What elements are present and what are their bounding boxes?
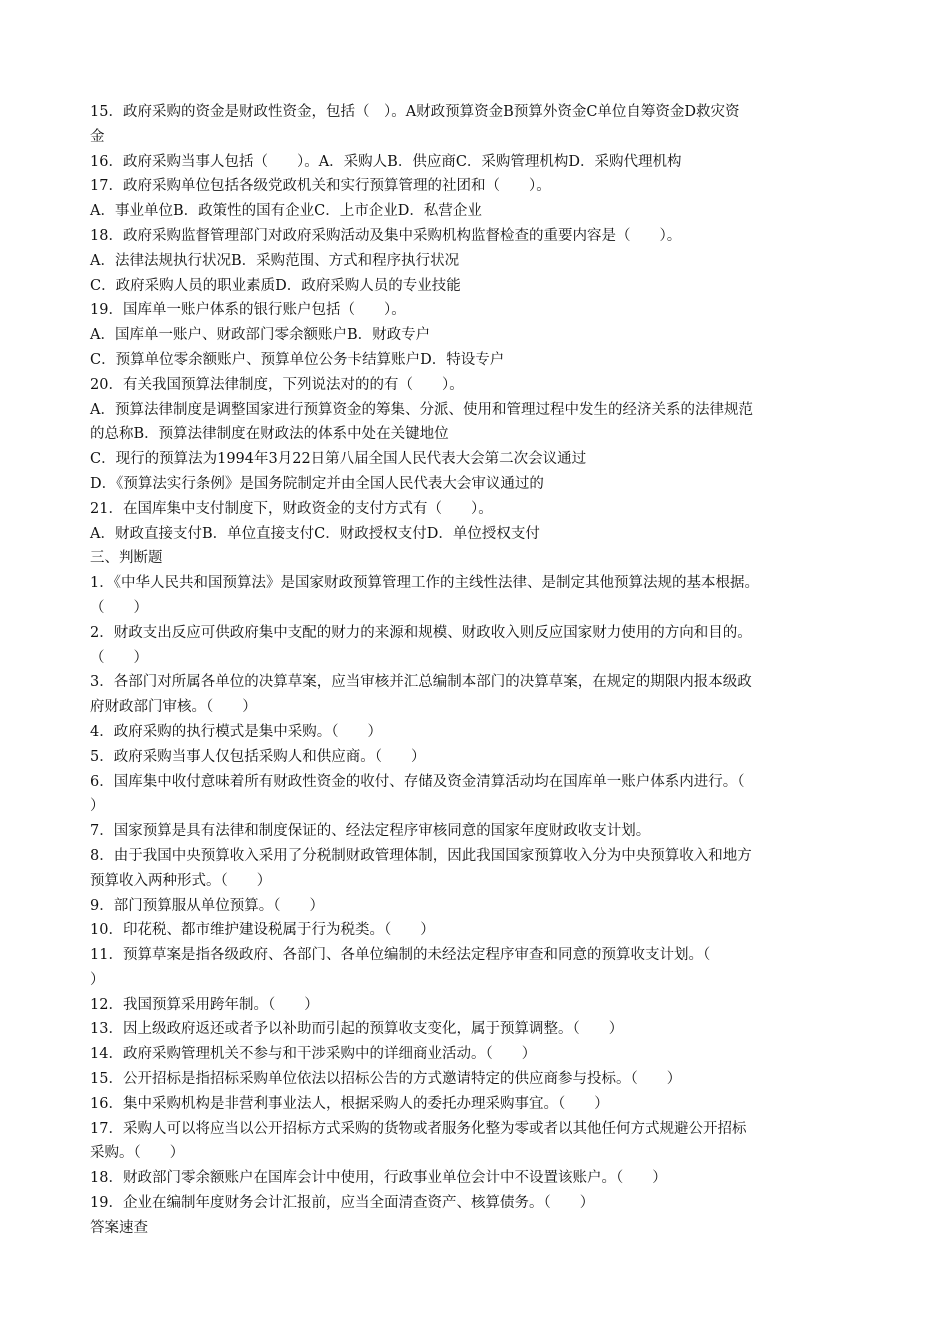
text-line: 17．政府采购单位包括各级党政机关和实行预算管理的社团和（ ）。 [90, 178, 551, 195]
text-line: 12．我国预算采用跨年制。（ ） [90, 996, 319, 1013]
text-line: 11．预算草案是指各级政府、各部门、各单位编制的未经法定程序审查和同意的预算收支计划。（ [90, 947, 711, 964]
text-line: 2．财政支出反应可供政府集中支配的财力的来源和规模、财政收入则反应国家财力使用的方向和目的。 [90, 624, 752, 641]
text-line: 17．采购人可以将应当以公开招标方式采购的货物或者服务化整为零或者以其他任何方式规避公开招标 [90, 1120, 747, 1137]
text-line: 金 [90, 128, 105, 145]
text-line: 14．政府采购管理机关不参与和干涉采购中的详细商业活动。（ ） [90, 1046, 537, 1063]
text-line: D．《预算法实行条例》是国务院制定并由全国人民代表大会审议通过的 [90, 475, 544, 492]
text-line: C．预算单位零余额账户、预算单位公务卡结算账户D．特设专户 [90, 351, 505, 368]
text-line: 预算收入两种形式。（ ） [90, 872, 272, 889]
text-line: 9．部门预算服从单位预算。（ ） [90, 897, 324, 914]
text-line: 15．公开招标是指招标采购单位依法以招标公告的方式邀请特定的供应商参与投标。（ ） [90, 1071, 682, 1088]
text-line: A．事业单位B．政策性的国有企业C．上市企业D．私营企业 [90, 203, 482, 220]
text-line: C．现行的预算法为1994年3月22日第八届全国人民代表大会第二次会议通过 [90, 451, 587, 468]
text-line: 21．在国库集中支付制度下，财政资金的支付方式有（ ）。 [90, 500, 493, 517]
text-line: （ ） [90, 599, 148, 616]
section-heading: 三、判断题 [90, 550, 163, 567]
text-line: 19．国库单一账户体系的银行账户包括（ ）。 [90, 302, 406, 319]
text-line: 7．国家预算是具有法律和制度保证的、经法定程序审核同意的国家年度财政收支计划。 [90, 823, 651, 840]
text-line: ） [90, 971, 105, 988]
text-line: ） [90, 798, 105, 815]
text-line: A．国库单一账户、财政部门零余额账户B．财政专户 [90, 327, 431, 344]
text-line: 6．国库集中收付意味着所有财政性资金的收付、存储及资金清算活动均在国库单一账户体系内进行。（ [90, 773, 745, 790]
text-line: 15．政府采购的资金是财政性资金，包括（ ）。A财政预算资金B预算外资金C单位自筹资金D救灾资 [90, 104, 740, 120]
text-line: 16．集中采购机构是非营利事业法人，根据采购人的委托办理采购事宜。（ ） [90, 1095, 609, 1112]
text-line: 采购。（ ） [90, 1145, 185, 1162]
text-line: 4．政府采购的执行模式是集中采购。（ ） [90, 723, 382, 740]
text-line: （ ） [90, 649, 148, 666]
text-line: 13．因上级政府返还或者予以补助而引起的预算收支变化，属于预算调整。（ ） [90, 1021, 624, 1038]
text-line: A．财政直接支付B．单位直接支付C．财政授权支付D．单位授权支付 [90, 525, 540, 542]
text-line: 3．各部门对所属各单位的决算草案，应当审核并汇总编制本部门的决算草案，在规定的期限内报本级政 [90, 674, 752, 691]
document-page [90, 100, 870, 1241]
text-line: 18．政府采购监督管理部门对政府采购活动及集中采购机构监督检查的重要内容是（ ）。 [90, 227, 682, 244]
text-line: 府财政部门审核。（ ） [90, 699, 257, 716]
text-line: 16．政府采购当事人包括（ ）。A．采购人B．供应商C．采购管理机构D．采购代理机构 [90, 153, 682, 170]
text-line: 1．《中华人民共和国预算法》是国家财政预算管理工作的主线性法律、是制定其他预算法规的基本根据。 [90, 575, 759, 592]
section-heading: 答案速查 [90, 1219, 148, 1236]
text-line: A．法律法规执行状况B．采购范围、方式和程序执行状况 [90, 252, 460, 269]
text-line: 5．政府采购当事人仅包括采购人和供应商。（ ） [90, 748, 426, 765]
text-line: C．政府采购人员的职业素质D．政府采购人员的专业技能 [90, 277, 461, 294]
text-line: 8．由于我国中央预算收入采用了分税制财政管理体制，因此我国国家预算收入分为中央预算收入和地方 [90, 847, 752, 864]
text-line: A．预算法律制度是调整国家进行预算资金的筹集、分派、使用和管理过程中发生的经济关系的法律规范 [90, 401, 753, 418]
text-line: 19．企业在编制年度财务会计汇报前，应当全面清查资产、核算债务。（ ） [90, 1195, 595, 1212]
text-line: 18．财政部门零余额账户在国库会计中使用，行政事业单位会计中不设置该账户。（ ） [90, 1170, 667, 1187]
text-line: 的总称B．预算法律制度在财政法的体系中处在关键地位 [90, 426, 449, 443]
text-line: 10．印花税、都市维护建设税属于行为税类。（ ） [90, 922, 435, 939]
text-line: 20．有关我国预算法律制度，下列说法对的的有（ ）。 [90, 376, 464, 393]
